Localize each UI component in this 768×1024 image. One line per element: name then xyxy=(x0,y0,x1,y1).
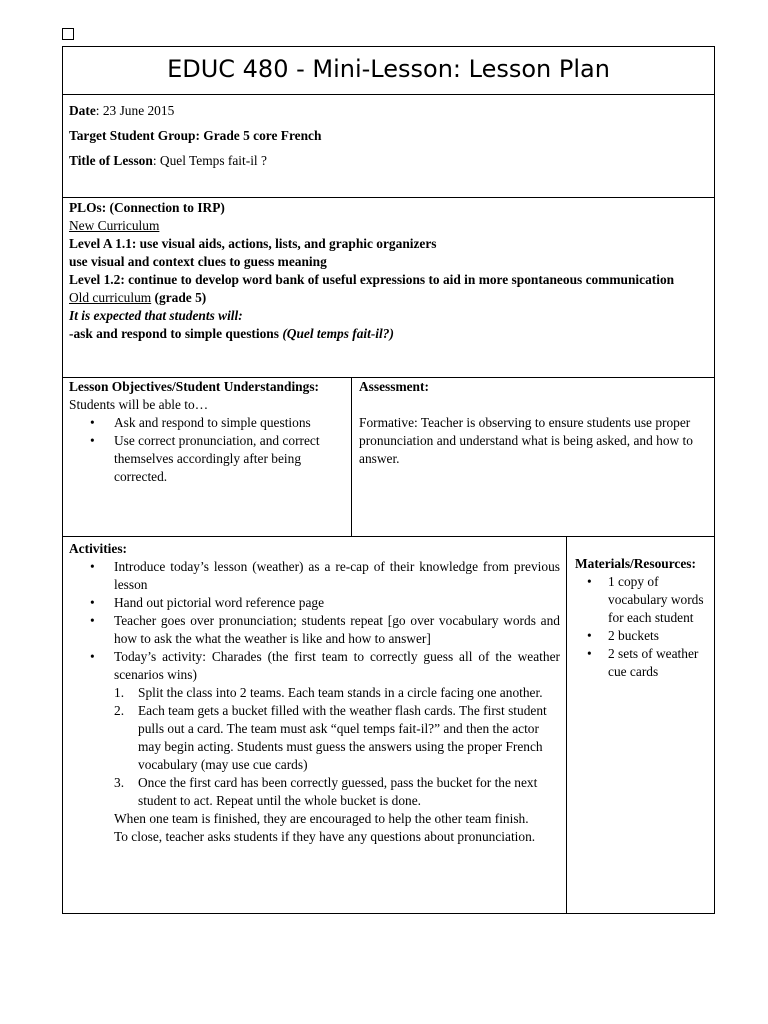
new-curriculum-label: New Curriculum xyxy=(69,218,160,233)
list-item: • Hand out pictorial word reference page xyxy=(69,594,560,612)
activities-list xyxy=(69,558,560,684)
step-text: Split the class into 2 teams. Each team stands in a circle facing one another. xyxy=(138,685,543,700)
assessment-heading: Assessment: xyxy=(359,379,429,394)
materials-heading: Materials/Resources: xyxy=(575,556,696,571)
materials-list xyxy=(575,573,706,681)
step-number: 3. xyxy=(114,775,125,790)
activities-heading: Activities: xyxy=(69,541,128,556)
step-text: Each team gets a bucket filled with the weather flash cards. The first student pulls out a card. The team must ask “quel temps fait-il?” and then the actor may begin acting. Students must guess the answers using the proper French vocabulary (may use cue cards) xyxy=(138,703,547,772)
list-item xyxy=(69,774,560,810)
list-item: • Ask and respond to simple questions xyxy=(69,414,345,432)
step-number: 2. xyxy=(114,703,125,718)
ask-respond-line xyxy=(69,325,708,343)
target-group-line xyxy=(69,127,708,145)
list-item: • Use correct pronunciation, and correct themselves accordingly after being corrected. xyxy=(69,432,345,486)
list-item: • Teacher goes over pronunciation; students repeat [go over vocabulary words and how to ask the what the weather is like and how to answer] xyxy=(69,612,560,648)
ask-respond-text: -ask and respond to simple questions xyxy=(69,326,283,341)
page-title: EDUC 480 - Mini-Lesson: Lesson Plan xyxy=(167,55,610,83)
ask-respond-question: (Quel temps fait-il?) xyxy=(282,326,394,341)
assessment-text: Formative: Teacher is observing to ensure students use proper pronunciation and understand what is being asked, and how to answer. xyxy=(359,415,693,466)
materials-section xyxy=(566,536,715,914)
date-value: : 23 June 2015 xyxy=(95,103,175,118)
expected-line xyxy=(69,307,708,325)
list-item xyxy=(69,684,560,702)
spacer xyxy=(359,396,707,414)
objectives-heading: Lesson Objectives/Student Understandings: xyxy=(69,379,319,394)
activities-closing-2: To close, teacher asks students if they have any questions about pronunciation. xyxy=(114,829,536,844)
activities-closing-1: When one team is finished, they are encouraged to help the other team finish. xyxy=(114,811,529,826)
activity-steps-list xyxy=(69,684,560,810)
activities-section xyxy=(62,536,567,914)
visual-context-text: use visual and context clues to guess meaning xyxy=(69,254,327,269)
list-item: • Today’s activity: Charades (the first team to correctly guess all of the weather scenarios wins) xyxy=(69,648,560,684)
target-group-label: Target Student Group: Grade 5 core French xyxy=(69,128,322,143)
date-line xyxy=(69,102,708,120)
list-item: • 2 sets of weather cue cards xyxy=(575,645,706,681)
checkbox-icon[interactable] xyxy=(62,28,74,40)
lesson-title-value: : Quel Temps fait-il ? xyxy=(152,153,267,168)
plo-section xyxy=(62,197,715,378)
old-curriculum-label: Old curriculum xyxy=(69,290,152,305)
lesson-title-line xyxy=(69,152,708,170)
list-item: • Introduce today’s lesson (weather) as a re-cap of their knowledge from previous lesson xyxy=(69,558,560,594)
expected-text: It is expected that students will: xyxy=(69,308,243,323)
objectives-section xyxy=(62,377,352,537)
lesson-info-section xyxy=(62,94,715,198)
lesson-title-label: Title of Lesson xyxy=(69,153,153,168)
title-box xyxy=(62,46,715,95)
level-a-text: Level A 1.1: use visual aids, actions, lists, and graphic organizers xyxy=(69,236,437,251)
grade-label: (grade 5) xyxy=(151,290,207,305)
objectives-intro: Students will be able to… xyxy=(69,397,209,412)
list-item: • 1 copy of vocabulary words for each student xyxy=(575,573,706,627)
date-label: Date xyxy=(69,103,96,118)
level-1-2-text: Level 1.2: continue to develop word bank of useful expressions to aid in more spontaneous communication xyxy=(69,272,675,287)
assessment-section xyxy=(351,377,715,537)
step-text: Once the first card has been correctly guessed, pass the bucket for the next student to act. Repeat until the whole bucket is done. xyxy=(138,775,538,808)
old-curriculum-line xyxy=(69,289,708,307)
objectives-list xyxy=(69,414,345,486)
plo-heading: PLOs: (Connection to IRP) xyxy=(69,200,225,215)
step-number: 1. xyxy=(114,685,125,700)
list-item: • 2 buckets xyxy=(575,627,706,645)
list-item xyxy=(69,702,560,774)
